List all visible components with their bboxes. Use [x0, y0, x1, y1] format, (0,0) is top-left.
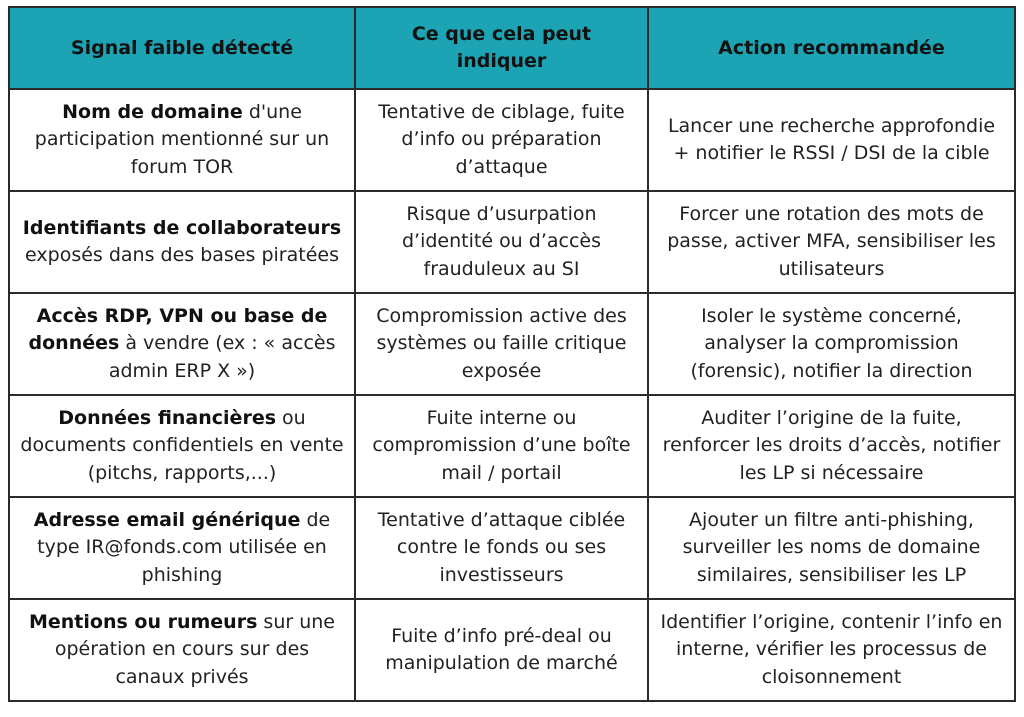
action-cell: Ajouter un filtre anti-phishing, surveiller les noms de domaine similaires, sensibiliser les LP	[648, 497, 1015, 599]
signal-bold: Données financières	[58, 406, 277, 429]
table-row	[9, 599, 1015, 701]
table-body	[9, 89, 1015, 701]
signal-cell	[9, 497, 355, 599]
indication-cell: Tentative d’attaque ciblée contre le fonds ou ses investisseurs	[355, 497, 648, 599]
action-cell: Forcer une rotation des mots de passe, activer MFA, sensibiliser les utilisateurs	[648, 191, 1015, 293]
signal-text: à vendre (ex : « accès admin ERP X »)	[108, 332, 336, 382]
header-row	[9, 7, 1015, 89]
table-row	[9, 191, 1015, 293]
signal-cell	[9, 293, 355, 395]
indication-cell: Fuite interne ou compromission d’une boîte mail / portail	[355, 395, 648, 497]
signal-bold: Adresse email générique	[33, 508, 301, 531]
signal-cell	[9, 395, 355, 497]
signal-cell	[9, 191, 355, 293]
signal-bold: Identifiants de collaborateurs	[22, 216, 342, 239]
indication-cell: Risque d’usurpation d’identité ou d’accès frauduleux au SI	[355, 191, 648, 293]
action-cell: Auditer l’origine de la fuite, renforcer les droits d’accès, notifier les LP si nécessaire	[648, 395, 1015, 497]
signal-bold: Mentions ou rumeurs	[28, 610, 258, 633]
action-cell: Lancer une recherche approfondie + notifier le RSSI / DSI de la cible	[648, 89, 1015, 191]
action-cell: Identifier l’origine, contenir l’info en interne, vérifier les processus de cloisonnement	[648, 599, 1015, 701]
signal-bold: Accès RDP, VPN ou base de données	[28, 304, 328, 355]
table-row	[9, 497, 1015, 599]
header-action: Action recommandée	[648, 7, 1015, 89]
table-row	[9, 293, 1015, 395]
signals-table-container	[8, 6, 1014, 702]
header-signal: Signal faible détecté	[9, 7, 355, 89]
signal-text: ou documents confidentiels en vente (pitchs, rapports,...)	[20, 406, 344, 484]
signal-cell	[9, 599, 355, 701]
indication-cell: Tentative de ciblage, fuite d’info ou préparation d’attaque	[355, 89, 648, 191]
signal-text: exposés dans des bases piratées	[25, 244, 339, 266]
action-cell: Isoler le système concerné, analyser la compromission (forensic), notifier la direction	[648, 293, 1015, 395]
table-row	[9, 89, 1015, 191]
table-header	[9, 7, 1015, 89]
signal-bold: Nom de domaine	[62, 100, 243, 123]
signal-cell	[9, 89, 355, 191]
header-indication: Ce que cela peut indiquer	[355, 7, 648, 89]
indication-cell: Fuite d’info pré-deal ou manipulation de marché	[355, 599, 648, 701]
table-row	[9, 395, 1015, 497]
signal-text: de type IR@fonds.com utilisée en phishing	[37, 508, 331, 586]
signal-text: d'une participation mentionné sur un forum TOR	[34, 100, 330, 178]
indication-cell: Compromission active des systèmes ou faille critique exposée	[355, 293, 648, 395]
weak-signals-table	[8, 6, 1016, 702]
signal-text: sur une opération en cours sur des canaux privés	[54, 610, 335, 688]
